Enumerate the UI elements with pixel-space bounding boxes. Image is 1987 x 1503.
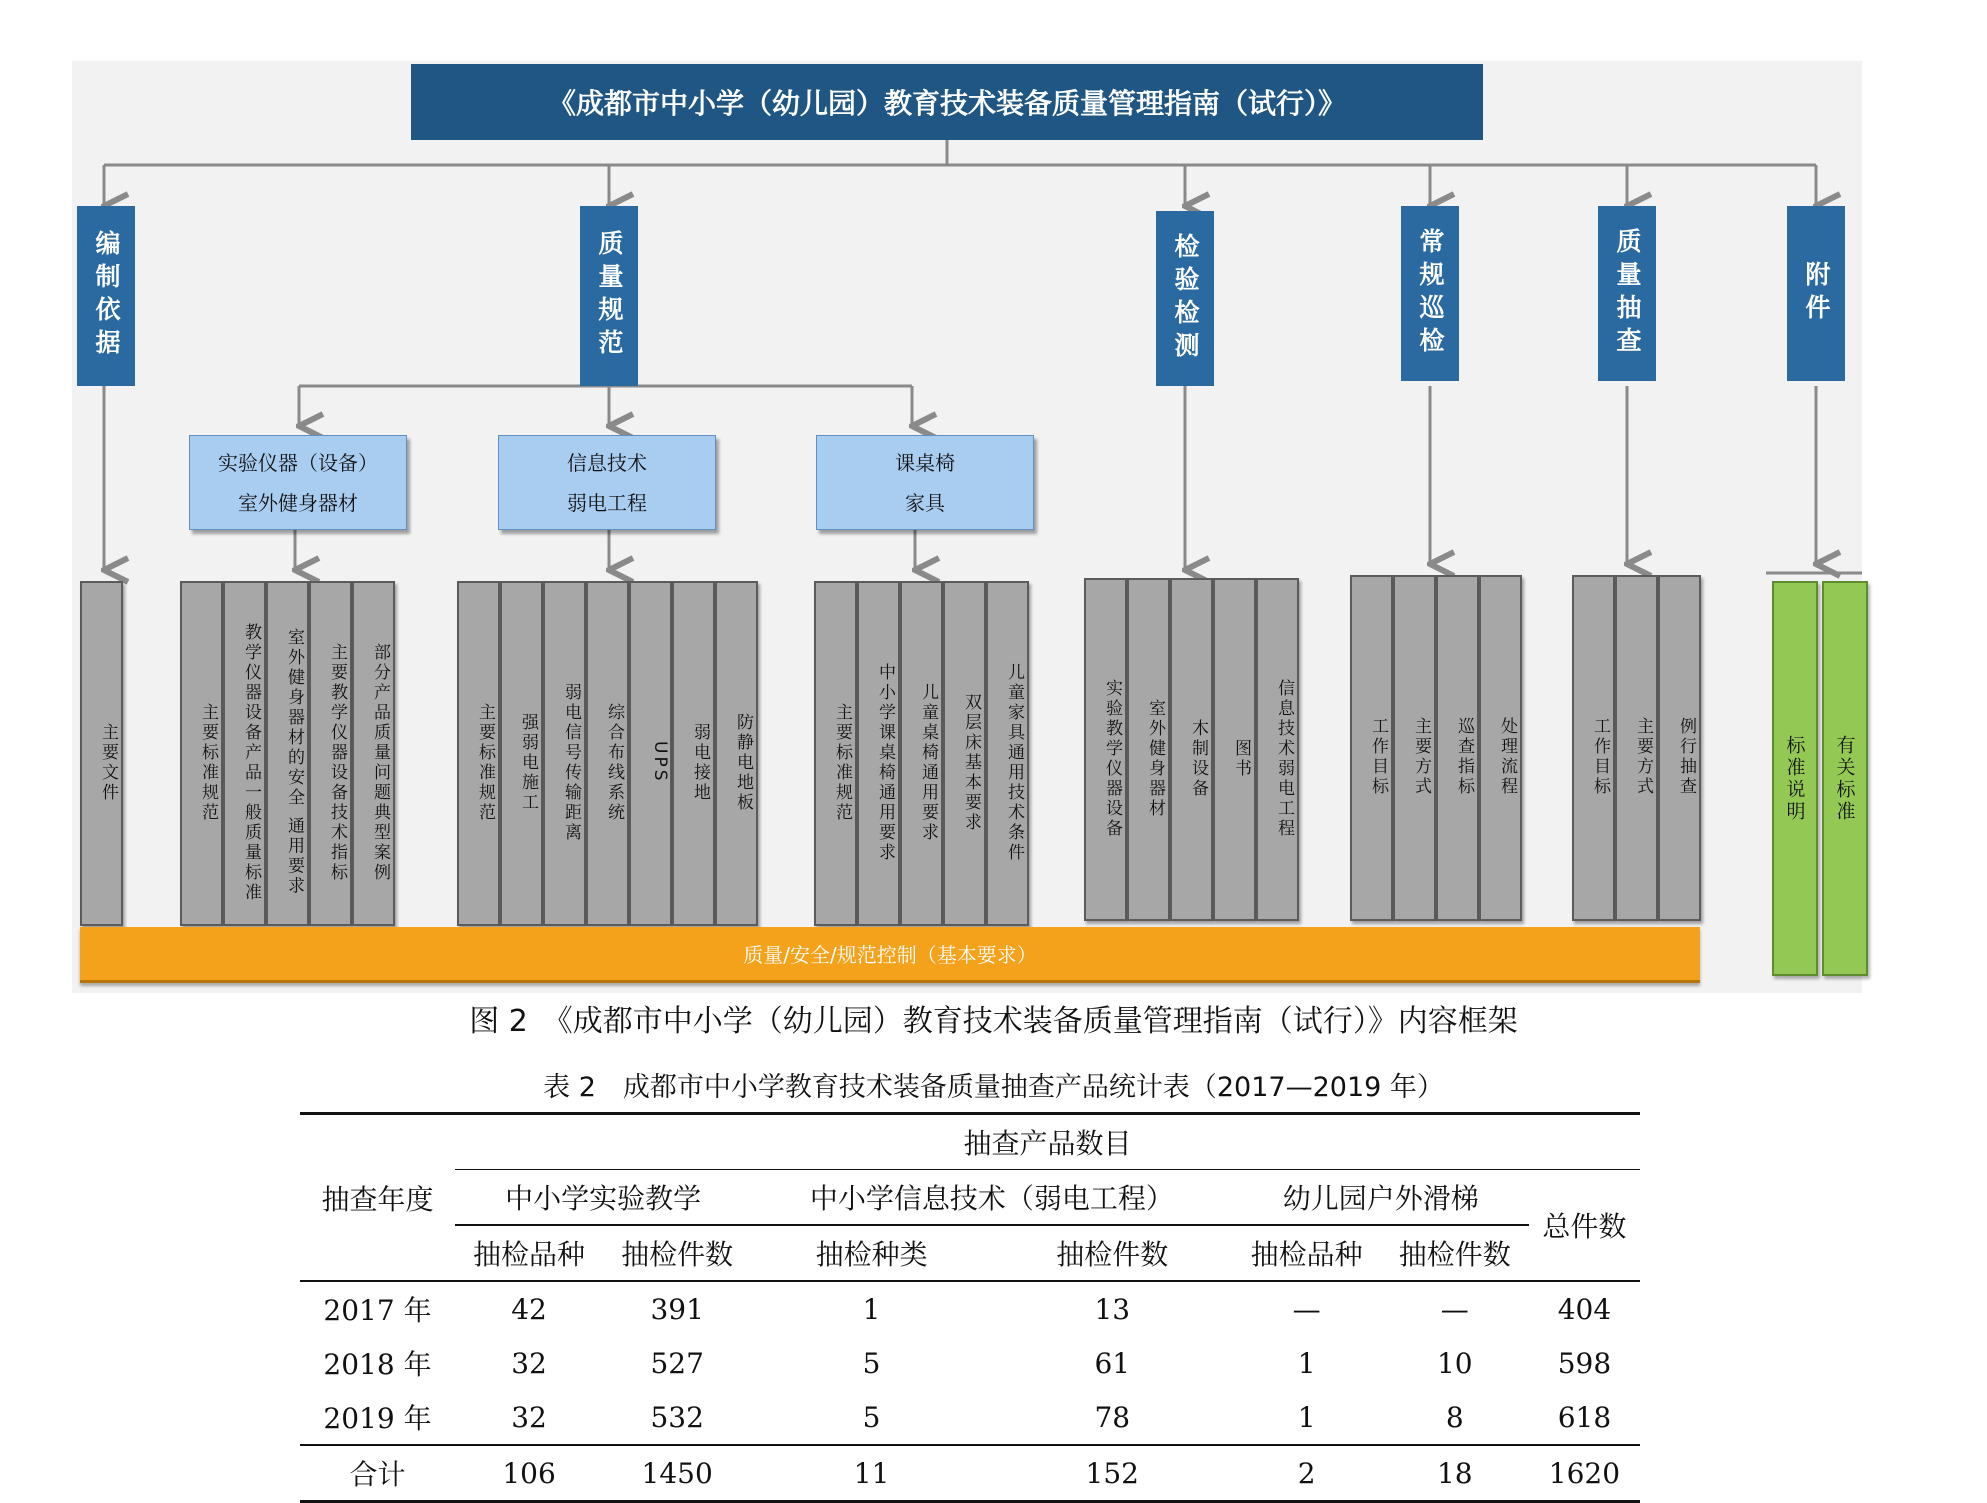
table-row (300, 1281, 1640, 1336)
leaf-box: 强弱电施工 (500, 581, 543, 926)
leaf-box-green: 标准说明 (1772, 581, 1818, 976)
cell: 532 (650, 1400, 704, 1434)
leaf-box: 弱电接地 (672, 581, 715, 926)
subheader: 抽检品种 (473, 1238, 586, 1271)
leaf-box: 防静电地板 (715, 581, 758, 926)
subgroup-line: 实验仪器（设备） (218, 450, 378, 475)
header-group-lab: 中小学实验教学 (455, 1170, 751, 1226)
leaf-box: 主要教学仪器设备技术指标 (309, 581, 352, 926)
subheader: 抽检件数 (621, 1238, 734, 1271)
leaf-box: 弱电信号传输距离 (543, 581, 586, 926)
leaf-box: 实验教学仪器设备 (1084, 578, 1127, 921)
cell: 32 (511, 1346, 547, 1380)
cell: 10 (1436, 1346, 1473, 1380)
leaf-box: 室外健身器材 (1127, 578, 1170, 921)
subgroup-line: 信息技术 (567, 450, 647, 475)
category-fujian: 附件 (1787, 206, 1845, 381)
category-zhiliang: 质量规范 (580, 206, 638, 386)
leaf-box: 中小学课桌椅通用要求 (857, 581, 900, 926)
leaf-box: 处理流程 (1479, 575, 1522, 921)
leaf-box: 儿童家具通用技术条件 (986, 581, 1029, 926)
leaf-box: 巡查指标 (1436, 575, 1479, 921)
header-group-it: 中小学信息技术（弱电工程） (751, 1170, 1232, 1226)
subgroup-line: 室外健身器材 (238, 490, 358, 515)
header-group: 抽查产品数目 (455, 1114, 1640, 1170)
cell: 32 (511, 1400, 547, 1434)
cell: 106 (502, 1456, 556, 1490)
leaf-box: 主要文件 (80, 581, 123, 926)
cell: 78 (1094, 1400, 1131, 1434)
leaf-box: 木制设备 (1170, 578, 1213, 921)
leaf-box: 儿童桌椅通用要求 (900, 581, 943, 926)
subgroup-line: 课桌椅 (895, 450, 955, 475)
cell: 18 (1436, 1456, 1473, 1490)
subgroup-kezhuoyi (816, 435, 1034, 530)
leaf-box: 主要标准规范 (457, 581, 500, 926)
cell: 527 (650, 1346, 704, 1380)
leaf-box: 主要标准规范 (180, 581, 223, 926)
cell: — (1292, 1292, 1321, 1326)
cell: 404 (1557, 1292, 1612, 1326)
subheader: 抽检件数 (1056, 1238, 1169, 1271)
total-row (300, 1445, 1640, 1502)
cell: 5 (862, 1346, 881, 1380)
subgroup-line: 家具 (905, 490, 945, 515)
subgroup-shiyan (189, 435, 407, 530)
leaf-box-green: 有关标准 (1822, 581, 1868, 976)
cell: 152 (1085, 1456, 1139, 1490)
leaf-box: 工作目标 (1350, 575, 1393, 921)
category-bianzhi: 编制依据 (77, 206, 135, 386)
framework-diagram (72, 61, 1862, 993)
leaf-box: 综合布线系统 (586, 581, 629, 926)
leaf-box: 主要标准规范 (814, 581, 857, 926)
cell: 1 (1297, 1346, 1316, 1380)
leaf-box: 教学仪器设备产品一般质量标准 (223, 581, 266, 926)
subgroup-xinxi (498, 435, 716, 530)
cell: 1 (1297, 1400, 1316, 1434)
cell: 13 (1094, 1292, 1131, 1326)
leaf-box: 信息技术弱电工程 (1256, 578, 1299, 921)
figure-caption: 图 2 《成都市中小学（幼儿园）教育技术装备质量管理指南（试行）》内容框架 (469, 1004, 1518, 1039)
subheader: 抽检种类 (815, 1238, 928, 1271)
cell: 1450 (641, 1456, 713, 1490)
cell: 2 (1297, 1456, 1316, 1490)
cell: 42 (511, 1292, 547, 1326)
row-year: 2018 年 (323, 1348, 432, 1381)
cell: 11 (853, 1456, 890, 1490)
leaf-box: 图书 (1213, 578, 1256, 921)
leaf-box: 部分产品质量问题典型案例 (352, 581, 395, 926)
row-year: 2019 年 (323, 1402, 432, 1435)
table-row (300, 1390, 1640, 1445)
leaf-box: 室外健身器材的安全 通用要求 (266, 581, 309, 926)
table-title: 表 2 成都市中小学教育技术装备质量抽查产品统计表（2017—2019 年） (543, 1072, 1444, 1103)
cell: — (1440, 1292, 1469, 1326)
row-year: 2017 年 (323, 1294, 432, 1327)
header-year: 抽查年度 (321, 1182, 434, 1216)
leaf-box: 工作目标 (1572, 575, 1615, 921)
subheader: 抽检品种 (1250, 1238, 1363, 1271)
header-group-kindergarten: 幼儿园户外滑梯 (1233, 1170, 1529, 1226)
diagram-title: 《成都市中小学（幼儿园）教育技术装备质量管理指南（试行）》 (411, 64, 1483, 140)
cell: 5 (862, 1400, 881, 1434)
cell: 391 (650, 1292, 704, 1326)
cell: 61 (1094, 1346, 1131, 1380)
cell: 598 (1557, 1346, 1612, 1380)
leaf-box: 双层床基本要求 (943, 581, 986, 926)
leaf-box: 例行抽查 (1658, 575, 1701, 921)
leaf-box: 主要方式 (1615, 575, 1658, 921)
cell: 618 (1557, 1400, 1612, 1434)
category-jianyan: 检验检测 (1156, 211, 1214, 386)
statistics-table (300, 1112, 1640, 1503)
cell: 1 (862, 1292, 881, 1326)
subheader: 抽检件数 (1398, 1238, 1511, 1271)
cell: 1620 (1548, 1456, 1621, 1490)
category-choucha: 质量抽查 (1598, 206, 1656, 381)
row-year: 合计 (349, 1458, 406, 1491)
category-xunjian: 常规巡检 (1401, 206, 1459, 381)
table-row (300, 1336, 1640, 1390)
header-total: 总件数 (1542, 1210, 1627, 1243)
subgroup-line: 弱电工程 (567, 490, 647, 515)
base-requirement-bar: 质量/安全/规范控制（基本要求） (80, 927, 1700, 983)
cell: 8 (1445, 1400, 1464, 1434)
leaf-box: 主要方式 (1393, 575, 1436, 921)
leaf-box: UPS (629, 581, 672, 926)
